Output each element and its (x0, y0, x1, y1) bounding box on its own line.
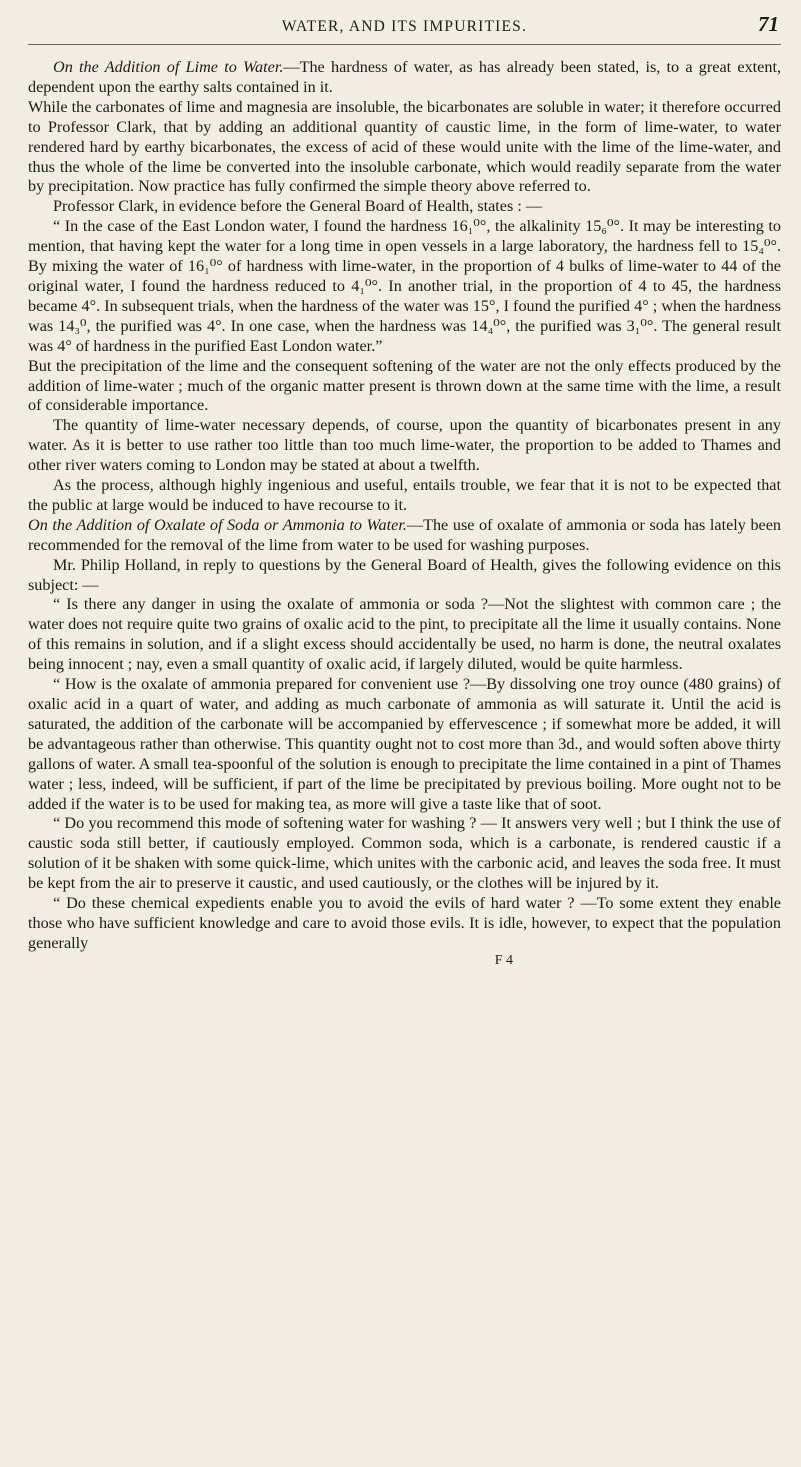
paragraph: Mr. Philip Holland, in reply to questions by the General Board of Health, gives the following evidence on this subject: — (28, 555, 781, 594)
paragraph-quote: “ How is the oxalate of ammonia prepared for convenient use ?—By dissolving one troy ounce (480 grains) of oxalic acid in a quart of water, and adding as much carbonate of ammonia as will saturate it. Until the acid is saturated, the addition of the carbonate will be accompanied by effervescence ; if somewhat more be added, it will be advantageous rather than otherwise. This quantity ought not to cost more than 3d., and would soften above thirty gallons of water. A small tea-spoonful of the solution is enough to precipitate the lime contained in a pint of Thames water ; less, indeed, will be sufficient, if part of the lime be precipitated by previous boiling. More ought not to be added if the water is to be used for making tea, as more will give a taste like that of soot. (28, 675, 781, 813)
paragraph-text: —The use of oxalate of ammonia or soda has lately been recommended for the removal of the lime from water to be used for washing purposes. (28, 515, 782, 554)
page-number: 71 (758, 12, 779, 36)
paragraph-quote: “ Is there any danger in using the oxalate of ammonia or soda ?—Not the slightest with common care ; the water does not require quite two grains of oxalic acid to the pint, to precipitate all the lime it usually contains. None of this remains in solution, and if a slight excess should accidentally be used, no harm is done, the neutral oxalates being innocent ; nay, even a small quantity of oxalic acid, if largely diluted, would be quite harmless. (28, 595, 781, 674)
paragraph-quote: “ In the case of the East London water, I found the hardness 16₁⁰°, the alkalinity 15₆⁰°. It may be interesting to mention, that having kept the water for a long time in open vessels in a large laboratory, the hardness fell to 15₄⁰°. By mixing the water of 16₁⁰° of hardness with lime-water, in the proportion of 4 bulks of lime-water to 44 of the original water, I found the hardness reduced to 4₁⁰°. In another trial, in the proportion of 4 to 45, the hardness became 4°. In subsequent trials, when the hardness of the water was 15°, I found the purified 4° ; when the hardness was 14₃⁰, the purified was 4°. In one case, when the hardness was 14₄⁰°, the purified was 3₁⁰°. The general result was 4° of hardness in the purified East London water.” (28, 217, 781, 355)
paragraph-text: —The hardness of water, as has already been stated, is, to a great extent, dependent upon the earthy salts contained in it. (28, 58, 781, 96)
paragraph: While the carbonates of lime and magnesia are insoluble, the bicarbonates are soluble in water; it therefore occurred to Professor Clark, that by adding an additional quantity of caustic lime, in the form of lime-water, to water rendered hard by earthy bicarbonates, the excess of acid of these would unite with the lime of the lime-water, and thus the whole of the lime be converted into the insoluble carbonate, which would readily separate from the water by precipitation. Now practice has fully confirmed the simple theory above referred to. (28, 97, 781, 196)
paragraph: But the precipitation of the lime and the consequent softening of the water are not the only effects produced by the addition of lime-water ; much of the organic matter present is thrown down at the same time with the lime, a result of considerable importance. (28, 356, 781, 415)
signature-mark: F 4 (494, 952, 513, 968)
paragraph: As the process, although highly ingenious and useful, entails trouble, we fear that it is not to be expected that the public at large would be induced to have recourse to it. (28, 476, 781, 514)
section-heading-oxalate: On the Addition of Oxalate of Soda or Ammonia to Water. (28, 515, 407, 534)
page-header (28, 0, 781, 44)
paragraph-lime-intro (28, 58, 781, 98)
paragraph-oxalate-intro (28, 516, 781, 556)
paragraph: The quantity of lime-water necessary depends, of course, upon the quantity of bicarbonates present in any water. As it is better to use rather too little than too much lime-water, the proportion to be added to Thames and other river waters coming to London may be stated at about a twelfth. (28, 416, 781, 475)
paragraph-quote: “ Do you recommend this mode of softening water for washing ? — It answers very well ; but I think the use of caustic soda still better, if cautiously employed. Common soda, which is a carbonate, is rendered caustic if a solution of it be shaken with some quick-lime, which unites with the carbonic acid, and leaves the soda free. It must be kept from the air to preserve it caustic, and used cautiously, or the clothes will be injured by it. (28, 814, 781, 893)
paragraph-quote: “ Do these chemical expedients enable you to avoid the evils of hard water ? —To some extent they enable those who have sufficient knowledge and care to avoid those evils. It is idle, however, to expect that the population generally (28, 894, 781, 952)
section-heading-lime: On the Addition of Lime to Water. (53, 58, 284, 76)
running-head: WATER, AND ITS IMPURITIES. (281, 18, 528, 35)
paragraph: Professor Clark, in evidence before the General Board of Health, states : — (53, 197, 543, 216)
page-body (28, 44, 781, 969)
header-rule (28, 44, 781, 45)
